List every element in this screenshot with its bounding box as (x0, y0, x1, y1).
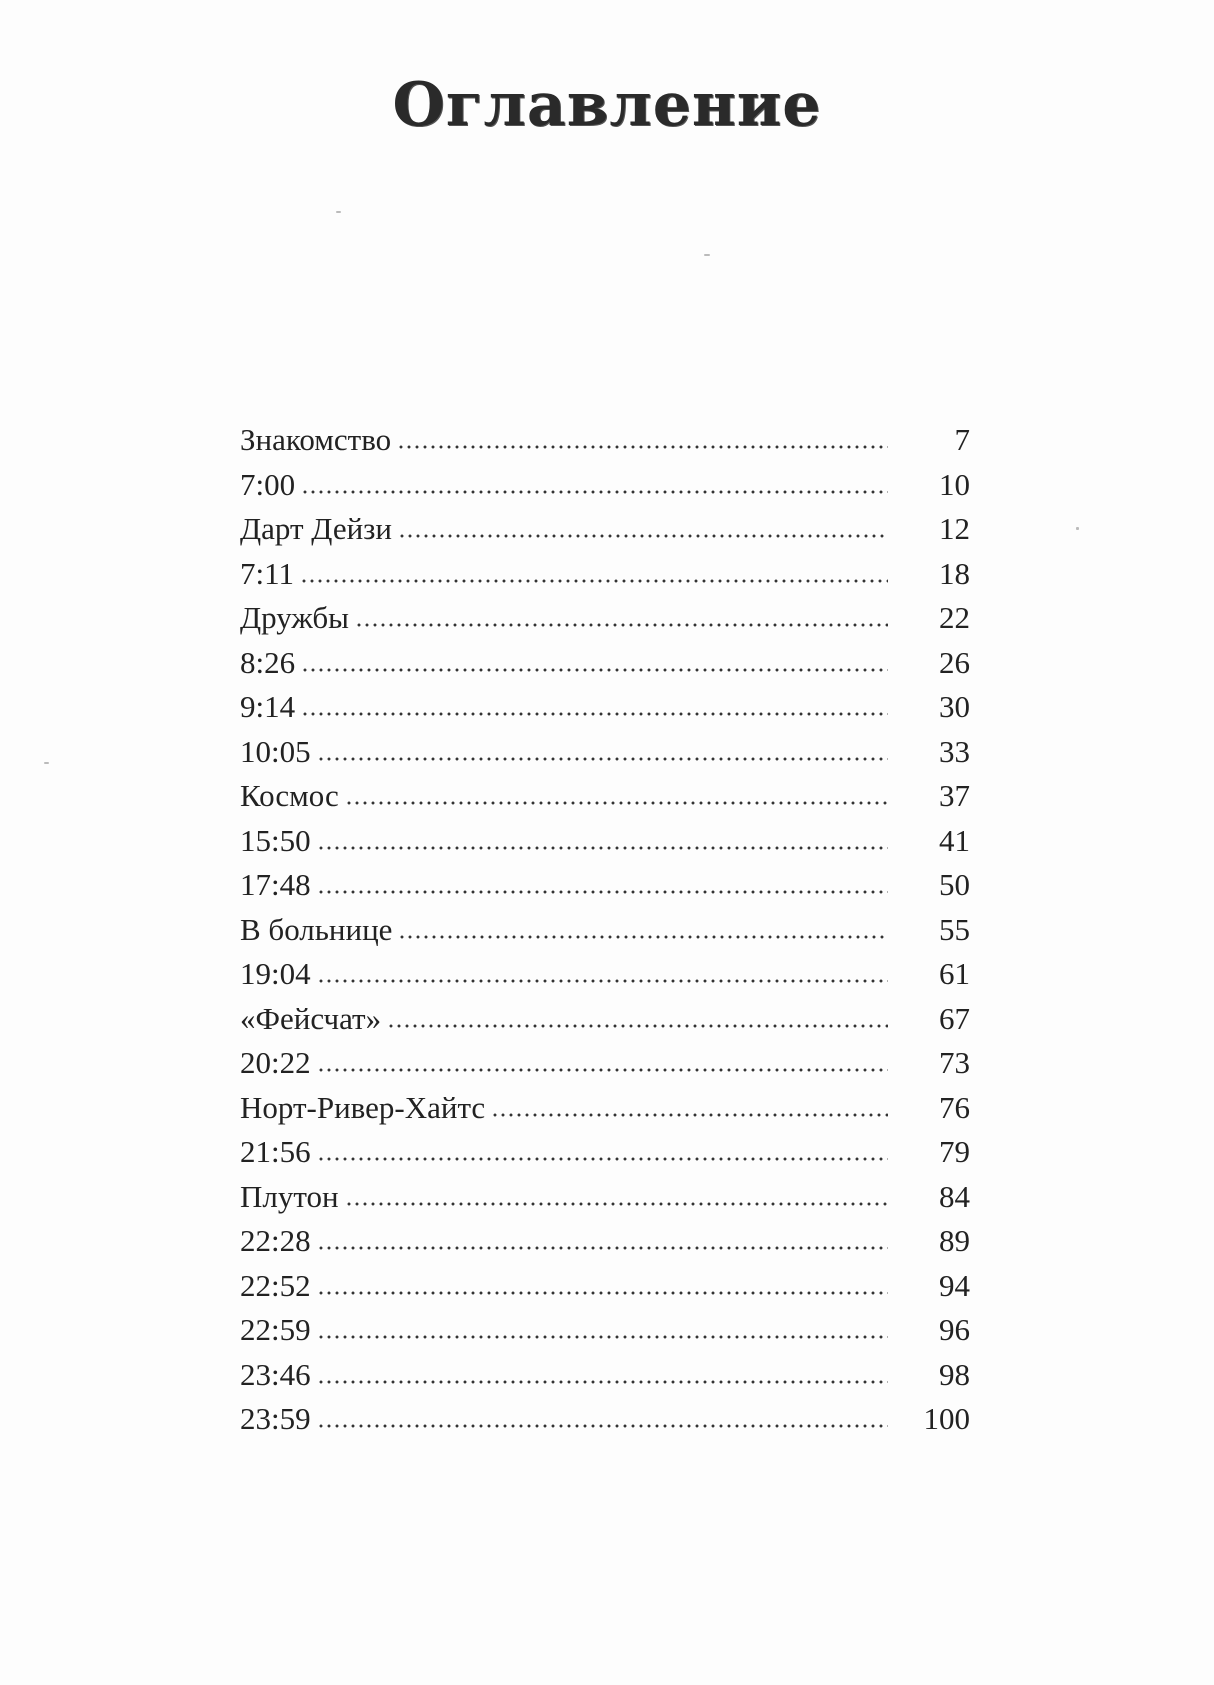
dot-leader (317, 1421, 888, 1431)
dot-leader (317, 1288, 888, 1298)
toc-entry-page: 18 (939, 555, 970, 591)
toc-entry (240, 1397, 970, 1442)
toc-entry (240, 908, 970, 953)
toc-entry-page: 89 (939, 1223, 970, 1258)
toc-entry (240, 1130, 970, 1175)
toc-entry-title: «Фейсчат» (240, 1000, 382, 1036)
toc-entry (240, 552, 970, 597)
toc-entry-title: 22:28 (240, 1223, 311, 1258)
dot-leader (355, 620, 888, 630)
toc-entry-page: 37 (939, 778, 970, 813)
toc-entry-page: 33 (939, 733, 970, 769)
toc-entry-page: 79 (939, 1134, 970, 1169)
toc-entry-page: 73 (939, 1045, 970, 1080)
dot-leader (345, 798, 888, 808)
toc-entry (240, 641, 970, 686)
toc-entry (240, 730, 970, 775)
page-title: Оглавление (392, 70, 822, 140)
toc-entry (240, 952, 970, 997)
toc-entry-page: 98 (939, 1356, 970, 1392)
toc-entry-title: 19:04 (240, 956, 311, 991)
toc-entry-title: 7:11 (240, 555, 294, 591)
dot-leader (317, 887, 888, 897)
scan-speck (336, 211, 341, 213)
toc-entry-page: 50 (939, 867, 970, 902)
toc-entry (240, 1086, 970, 1131)
toc-entry-title: 21:56 (240, 1134, 311, 1169)
toc-entry-title: 9:14 (240, 689, 296, 724)
toc-entry (240, 1041, 970, 1086)
dot-leader (300, 576, 888, 586)
toc-entry (240, 507, 970, 552)
scan-speck (44, 762, 49, 764)
toc-entry-title: Дарт Дейзи (240, 511, 393, 546)
toc-entry-page: 84 (939, 1178, 970, 1214)
toc-entry (240, 418, 970, 463)
toc-entry (240, 685, 970, 730)
toc-entry (240, 596, 970, 641)
dot-leader (317, 1243, 888, 1253)
table-of-contents (240, 418, 970, 1442)
toc-entry (240, 819, 970, 864)
toc-entry-title: 20:22 (240, 1045, 311, 1080)
toc-entry (240, 1175, 970, 1220)
dot-leader (387, 1021, 888, 1031)
toc-entry-page: 61 (939, 956, 970, 991)
toc-entry-page: 7 (954, 422, 970, 457)
scan-speck (704, 254, 710, 256)
toc-entry-title: 7:00 (240, 466, 296, 502)
toc-entry-title: 15:50 (240, 822, 311, 858)
scan-speck (1076, 527, 1079, 530)
toc-entry-title: 22:59 (240, 1312, 311, 1347)
toc-entry-title: Норт-Ривер-Хайтс (240, 1089, 486, 1125)
toc-entry-page: 55 (939, 911, 970, 947)
toc-entry-title: В больнице (240, 911, 393, 947)
toc-entry-page: 94 (939, 1267, 970, 1303)
dot-leader (301, 487, 888, 497)
toc-entry-title: 23:59 (240, 1401, 311, 1436)
toc-entry-page: 67 (939, 1000, 970, 1036)
toc-entry-title: Плутон (240, 1178, 339, 1214)
dot-leader (317, 1332, 888, 1342)
toc-entry-title: 23:46 (240, 1356, 311, 1392)
toc-entry-title: Дружбы (240, 600, 349, 635)
dot-leader (301, 709, 888, 719)
toc-entry-page: 41 (939, 822, 970, 858)
dot-leader (317, 976, 888, 986)
toc-entry-title: Знакомство (240, 422, 392, 457)
dot-leader (317, 1154, 888, 1164)
dot-leader (317, 843, 888, 853)
dot-leader (317, 1065, 888, 1075)
toc-entry-title: 8:26 (240, 644, 296, 680)
toc-entry (240, 863, 970, 908)
toc-entry-page: 30 (939, 689, 970, 724)
toc-entry-title: 17:48 (240, 867, 311, 902)
toc-entry-page: 12 (939, 511, 970, 546)
dot-leader (491, 1110, 888, 1120)
dot-leader (317, 754, 888, 764)
toc-entry-page: 100 (923, 1401, 970, 1436)
toc-entry (240, 463, 970, 508)
toc-entry (240, 1264, 970, 1309)
toc-entry-title: 22:52 (240, 1267, 311, 1303)
toc-entry-page: 22 (939, 600, 970, 635)
toc-entry (240, 1353, 970, 1398)
dot-leader (398, 531, 888, 541)
toc-entry (240, 1219, 970, 1264)
toc-entry (240, 997, 970, 1042)
toc-entry-title: 10:05 (240, 733, 311, 769)
dot-leader (397, 442, 888, 452)
toc-entry (240, 774, 970, 819)
dot-leader (345, 1199, 888, 1209)
toc-entry (240, 1308, 970, 1353)
toc-entry-page: 26 (939, 644, 970, 680)
toc-entry-title: Космос (240, 778, 339, 813)
toc-entry-page: 10 (939, 466, 970, 502)
dot-leader (301, 665, 888, 675)
toc-entry-page: 96 (939, 1312, 970, 1347)
toc-entry-page: 76 (939, 1089, 970, 1125)
dot-leader (398, 932, 888, 942)
dot-leader (317, 1377, 888, 1387)
